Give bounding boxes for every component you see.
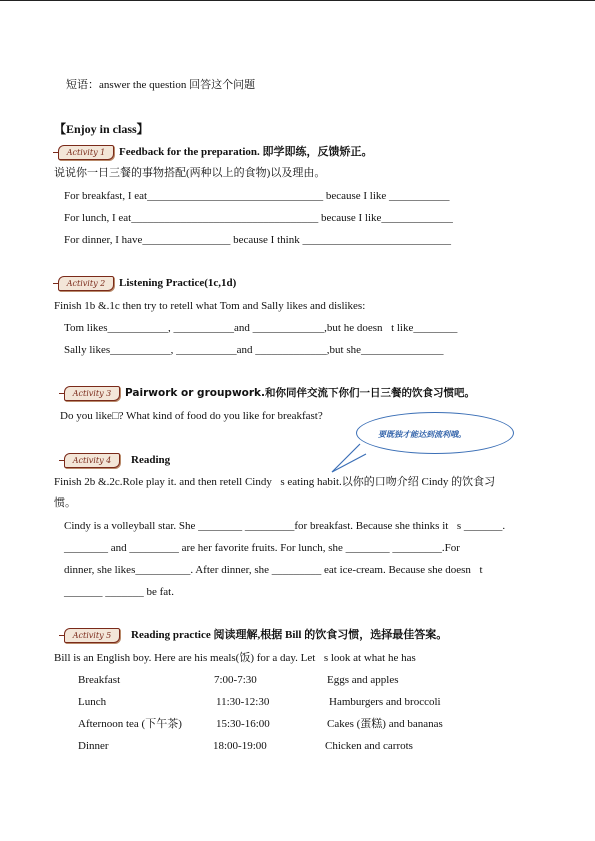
meal-food: Chicken and carrots — [325, 740, 413, 752]
meal-food: Eggs and apples — [327, 674, 399, 686]
activity-3-badge: Activity 3 — [64, 386, 120, 401]
activity-2-badge: Activity 2 — [58, 276, 114, 291]
meal-name: Lunch — [78, 696, 107, 708]
activity-2-line-sally: Sally likes___________, ___________and _____________,but she_______________ — [64, 344, 444, 356]
activity-4-instruction-cont: 惯。 — [54, 497, 76, 509]
activity-4-passage-line-2: ________ and _________ are her favorite fruits. For lunch, she ________ _________.For — [64, 542, 460, 554]
activity-1-line-breakfast: For breakfast, I eat________________________________ because I like ___________ — [64, 190, 450, 202]
meal-food: Cakes (蛋糕) and bananas — [327, 718, 443, 730]
activity-4-passage-line-4: _______ _______ be fat. — [64, 586, 174, 598]
meal-name: Dinner — [78, 740, 109, 752]
activity-1-line-lunch: For lunch, I eat__________________________________ because I like_____________ — [64, 212, 453, 224]
meal-name: Afternoon tea (下午茶) — [78, 718, 182, 730]
activity-5-title: Reading practice 阅读理解,根据 Bill 的饮食习惯，选择最佳答案。 — [131, 629, 448, 641]
activity-4-passage-line-1: Cindy is a volleyball star. She ________ _________for breakfast. Because she thinks it s _______. — [64, 520, 506, 532]
activity-2-title: Listening Practice(1c,1d) — [119, 277, 237, 289]
phrase-line: 短语：answer the question 回答这个问题 — [66, 79, 256, 91]
activity-4-passage-line-3: dinner, she likes__________. After dinner, she _________ eat ice-cream. Because she doesn t — [64, 564, 483, 576]
meal-time: 15:30-16:00 — [216, 718, 270, 730]
meal-time: 7:00-7:30 — [214, 674, 257, 686]
activity-4-badge: Activity 4 — [64, 453, 120, 468]
activity-3-line: Do you like□? What kind of food do you like for breakfast? — [60, 410, 323, 422]
speech-bubble-tail — [330, 440, 370, 476]
activity-4-title: Reading — [131, 454, 171, 466]
activity-4-instruction: Finish 2b &.2c.Role play it. and then retell Cindy s eating habit.以你的口吻介绍 Cindy 的饮食习 — [54, 476, 496, 488]
meal-food: Hamburgers and broccoli — [329, 696, 441, 708]
activity-1-instruction: 说说你一日三餐的事物搭配(两种以上的食物)以及理由。 — [54, 167, 326, 179]
activity-5-badge: Activity 5 — [64, 628, 120, 643]
meal-time: 11:30-12:30 — [216, 696, 270, 708]
activity-2-instruction: Finish 1b &.1c then try to retell what Tom and Sally likes and dislikes: — [54, 300, 366, 312]
activity-1-badge: Activity 1 — [58, 145, 114, 160]
activity-1-title: Feedback for the preparation. 即学即练，反馈矫正。 — [119, 146, 373, 158]
speech-bubble-text: 要既独才能达到流利哦。 — [378, 430, 466, 439]
meal-name: Breakfast — [78, 674, 121, 686]
activity-2-line-tom: Tom likes___________, ___________and _____________,but he doesn t like________ — [64, 322, 458, 334]
enjoy-in-class-heading: 【Enjoy in class】 — [54, 122, 149, 136]
meal-time: 18:00-19:00 — [213, 740, 267, 752]
activity-1-line-dinner: For dinner, I have________________ because I think ___________________________ — [64, 234, 451, 246]
activity-5-intro: Bill is an English boy. Here are his meals(饭) for a day. Let s look at what he has — [54, 652, 416, 664]
page-top-rule — [0, 0, 595, 1]
activity-3-title: Pairwork or groupwork.和你同伴交流下你们一日三餐的饮食习惯吧。 — [125, 387, 476, 399]
